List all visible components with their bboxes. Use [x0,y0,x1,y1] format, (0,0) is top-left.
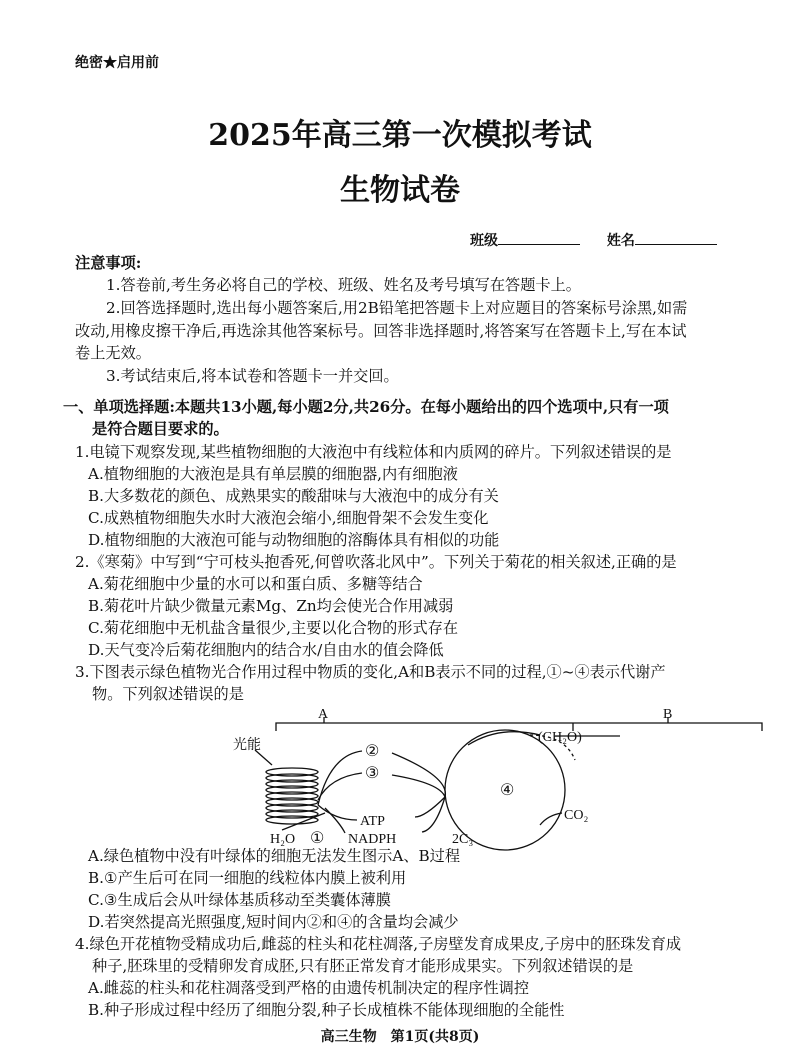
name-label: 姓名 [606,233,635,249]
question-4-stem: 种子,胚珠里的受精卵发育成胚,只有胚正常发育才能形成果实。下列叙述错误的是 [92,957,634,975]
notice-heading: 注意事项: [75,254,142,272]
question-2-option-d: D.天气变冷后菊花细胞内的结合水/自由水的值会降低 [88,641,444,659]
light-energy-label: 光能 [233,738,261,753]
water-label: H₂O [270,832,296,847]
question-4-stem: 4.绿色开花植物受精成功后,雌蕊的柱头和花柱凋落,子房壁发育成果皮,子房中的胚珠发育成 [75,935,682,953]
thylakoid-stack-icon [266,768,318,824]
label-b: B [663,707,673,722]
carbohydrate-label: (CH₂O) [538,730,582,745]
section-heading: 是符合题目要求的。 [92,420,229,438]
label-a: A [318,707,329,722]
notice-item: 卷上无效。 [75,344,151,362]
notice-item: 2.回答选择题时,选出每小题答案后,用2B铅笔把答题卡上对应题目的答案标号涂黑,如需 [106,299,688,317]
product-4: ④ [500,782,515,799]
question-3-stem: 物。下列叙述错误的是 [92,685,244,703]
question-1-stem: 1.电镜下观察发现,某些植物细胞的大液泡中有线粒体和内质网的碎片。下列叙述错误的是 [75,443,672,461]
question-2-option-b: B.菊花叶片缺少微量元素Mg、Zn均会使光合作用减弱 [88,597,454,615]
question-4-option-b: B.种子形成过程中经历了细胞分裂,种子长成植株不能体现细胞的全能性 [88,1001,565,1019]
notice-item: 3.考试结束后,将本试卷和答题卡一并交回。 [106,367,399,385]
question-4-option-a: A.雌蕊的柱头和花柱凋落受到严格的由遗传机制决定的程序性调控 [88,979,530,997]
student-info [470,230,739,250]
question-1-option-b: B.大多数花的颜色、成熟果实的酸甜味与大液泡中的成分有关 [88,487,499,505]
question-3-stem: 3.下图表示绿色植物光合作用过程中物质的变化,A和B表示不同的过程,①~④表示代谢产 [75,663,666,681]
class-field[interactable] [498,230,580,245]
question-3-option-a: A.绿色植物中没有叶绿体的细胞无法发生图示A、B过程 [88,847,461,865]
name-field[interactable] [635,230,717,245]
notice-item: 改动,用橡皮擦干净后,再选涂其他答案标号。回答非选择题时,将答案写在答题卡上,写在本试 [75,322,687,340]
class-label: 班级 [470,233,498,249]
question-2-option-a: A.菊花细胞中少量的水可以和蛋白质、多糖等结合 [88,575,423,593]
product-1: ① [310,830,325,847]
question-2-stem: 2.《寒菊》中写到“宁可枝头抱香死,何曾吹落北风中”。下列关于菊花的相关叙述,正确的是 [75,553,677,571]
exam-subtitle: 生物试卷 [340,173,460,208]
co2-label: CO₂ [564,808,589,823]
question-3-option-c: C.③生成后会从叶绿体基质移动至类囊体薄膜 [88,891,391,909]
question-3-option-d: D.若突然提高光照强度,短时间内②和④的含量均会减少 [88,913,459,931]
photosynthesis-diagram [200,705,673,847]
exam-title: 2025年高三第一次模拟考试 [208,118,592,153]
question-2-option-c: C.菊花细胞中无机盐含量很少,主要以化合物的形式存在 [88,619,459,637]
product-2: ② [365,743,380,760]
page-footer: 高三生物 第1页(共8页) [320,1029,480,1045]
atp-label: ATP [360,814,385,829]
section-heading: 一、单项选择题:本题共13小题,每小题2分,共26分。在每小题给出的四个选项中,只有一项 [63,398,669,416]
notice-item: 1.答卷前,考生务必将自己的学校、班级、姓名及考号填写在答题卡上。 [106,276,581,294]
product-3: ③ [365,765,380,782]
c3-label: 2C₃ [452,832,474,847]
question-1-option-c: C.成熟植物细胞失水时大液泡会缩小,细胞骨架不会发生变化 [88,509,489,527]
question-3-option-b: B.①产生后可在同一细胞的线粒体内膜上被利用 [88,869,407,887]
confidential-mark: 绝密★启用前 [75,55,159,71]
nadph-label: NADPH [348,832,397,847]
question-1-option-a: A.植物细胞的大液泡是具有单层膜的细胞器,内有细胞液 [88,465,458,483]
question-1-option-d: D.植物细胞的大液泡可能与动物细胞的溶酶体具有相似的功能 [88,531,500,549]
